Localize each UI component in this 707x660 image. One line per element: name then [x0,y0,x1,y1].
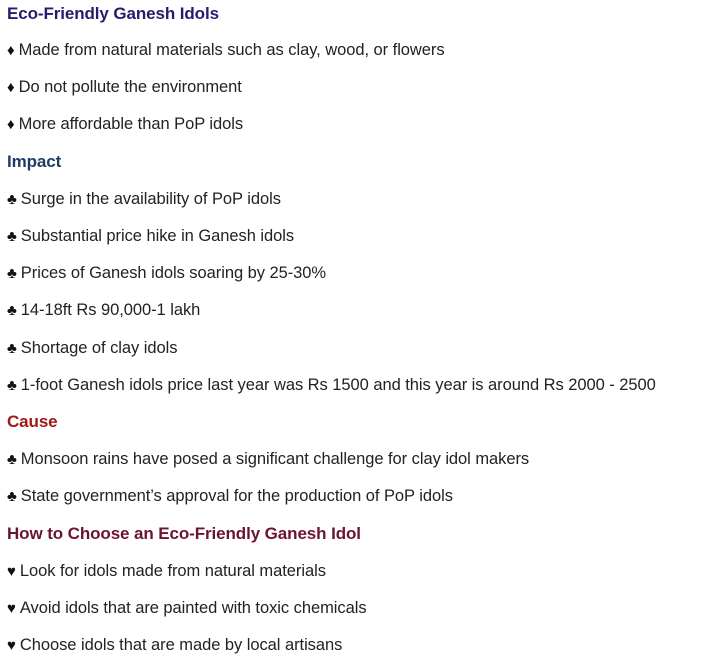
list-item [7,113,243,136]
diamond-bullet-icon: ♦ [7,42,15,59]
list-item [7,188,281,211]
section-heading-eco-friendly: Eco-Friendly Ganesh Idols [7,4,219,23]
club-bullet-icon: ♣ [7,302,17,319]
list-item [7,374,656,397]
club-bullet-icon: ♣ [7,451,17,468]
list-item [7,560,326,583]
list-item-text: Look for idols made from natural materials [19,562,326,580]
club-bullet-icon: ♣ [7,265,17,282]
list-item-text: More affordable than PoP idols [18,115,244,133]
list-item [7,76,242,99]
section-heading-impact: Impact [7,152,62,171]
list-item-text: 14-18ft Rs 90,000-1 lakh [20,301,201,319]
list-item [7,225,294,248]
list-item [7,485,453,508]
section-heading-how-to-choose: How to Choose an Eco-Friendly Ganesh Idol [7,524,361,543]
club-bullet-icon: ♣ [7,191,17,208]
club-bullet-icon: ♣ [7,340,17,357]
list-item-text: State government’s approval for the production of PoP idols [20,487,453,505]
list-item-text: Surge in the availability of PoP idols [20,190,281,208]
diamond-bullet-icon: ♦ [7,116,15,133]
list-item [7,299,200,322]
list-item [7,597,367,620]
list-item [7,634,342,657]
list-item-text: Shortage of clay idols [20,339,178,357]
list-item [7,448,529,471]
list-item-text: Substantial price hike in Ganesh idols [20,227,295,245]
heart-bullet-icon: ♥ [7,563,16,580]
heart-bullet-icon: ♥ [7,637,16,654]
list-item-text: Choose idols that are made by local artisans [19,636,343,654]
club-bullet-icon: ♣ [7,377,17,394]
list-item [7,39,445,62]
list-item [7,337,177,360]
club-bullet-icon: ♣ [7,228,17,245]
club-bullet-icon: ♣ [7,488,17,505]
list-item-text: Made from natural materials such as clay, wood, or flowers [18,41,445,59]
list-item [7,262,326,285]
list-item-text: Prices of Ganesh idols soaring by 25-30% [20,264,327,282]
list-item-text: 1-foot Ganesh idols price last year was Rs 1500 and this year is around Rs 2000 - 2500 [20,376,656,394]
diamond-bullet-icon: ♦ [7,79,15,96]
section-heading-cause: Cause [7,412,58,431]
list-item-text: Avoid idols that are painted with toxic chemicals [19,599,367,617]
list-item-text: Do not pollute the environment [18,78,242,96]
list-item-text: Monsoon rains have posed a significant challenge for clay idol makers [20,450,530,468]
heart-bullet-icon: ♥ [7,600,16,617]
